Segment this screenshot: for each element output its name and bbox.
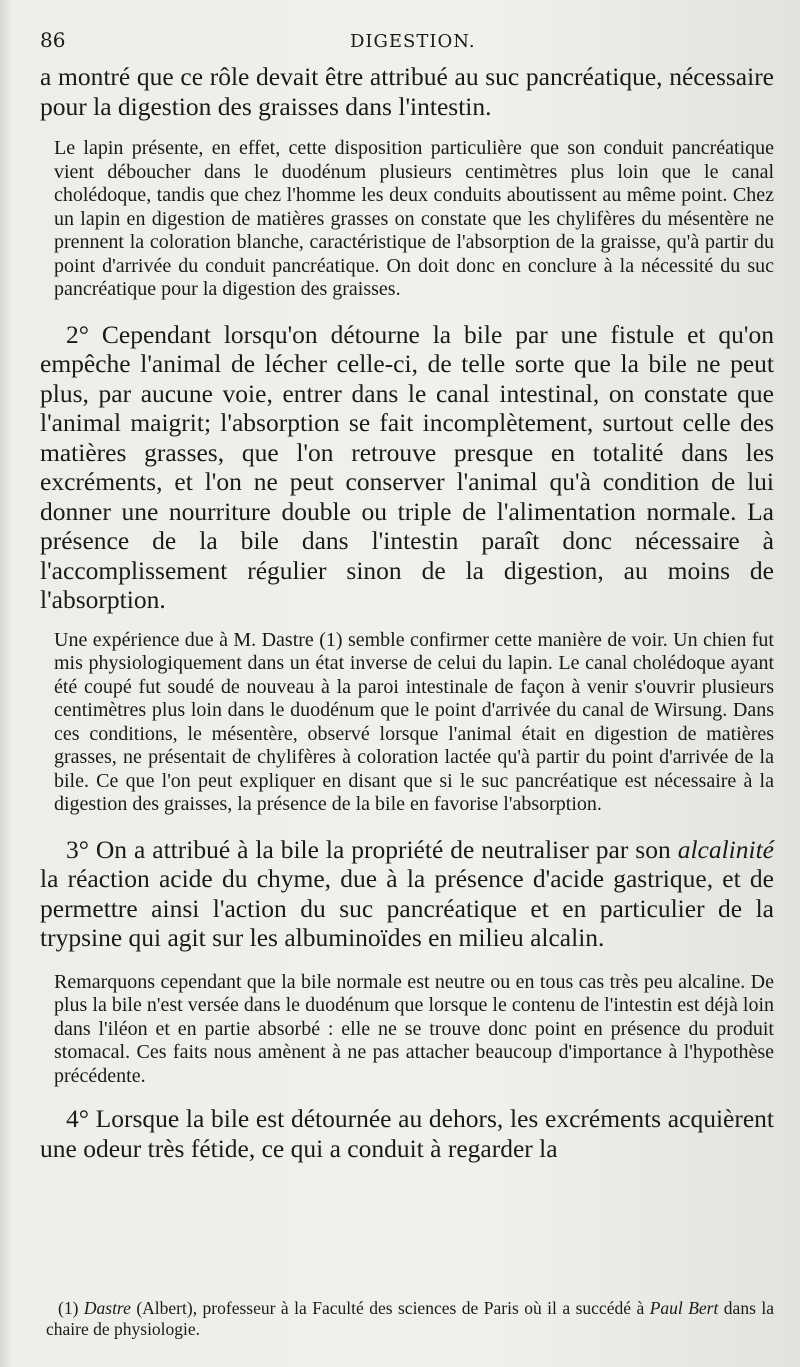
footnote <box>46 1298 774 1340</box>
paragraph-5 <box>40 835 774 953</box>
paragraph-7: 4° Lorsque la bile est détournée au dehors, les excréments acquièrent une odeur très fétide, ce qui a conduit à regarder la <box>40 1104 774 1163</box>
paragraph-5-start: 3° On a attribué à la bile la propriété de neutraliser par son <box>66 834 678 864</box>
paragraph-2: Le lapin présente, en effet, cette disposition particulière que son conduit pancréatique vient déboucher dans le duodénum plusieurs centimètres plus loin que le canal cholédoque, tandis que chez l'homme les deux conduits aboutissent au même point. Chez un lapin en digestion de matières grasses on constate que les chylifères du mésentère ne prennent la coloration blanche, caractéristique de l'absorption de la graisse, qu'à partir du point d'arrivée du conduit pancréatique. On doit donc en conclure à la nécessité du suc pancréatique pour la digestion des graisses. <box>54 137 774 300</box>
paragraph-1: a montré que ce rôle devait être attribué au suc pancréatique, nécessaire pour la digestion des graisses dans l'intestin. <box>40 62 774 121</box>
page-header <box>40 28 774 62</box>
page-number: 86 <box>40 28 66 52</box>
footnote-marker: (1) <box>58 1298 79 1318</box>
paragraph-3: 2° Cependant lorsqu'on détourne la bile par une fistule et qu'on empêche l'animal de lécher celle-ci, de telle sorte que la bile ne peut plus, par aucune voie, entrer dans le canal intestinal, on constate que l'animal maigrit; l'absorption se fait incomplètement, surtout celle des matières grasses, que l'on retrouve presque en totalité dans les excréments, et l'on ne peut conserver l'animal qu'à condition de lui donner une nourriture double ou triple de l'alimentation normale. La présence de la bile dans l'intestin paraît donc nécessaire à l'accomplissement régulier sinon de la digestion, au moins de l'absorption. <box>40 319 774 614</box>
footnote-text-b: dans la chaire de physiologie. <box>46 1298 774 1339</box>
footnote-author: Dastre <box>83 1298 131 1318</box>
footnote-text-a: (Albert), professeur à la Faculté des sciences de Paris où il a succédé à <box>130 1298 650 1318</box>
paragraph-4: Une expérience due à M. Dastre (1) semble confirmer cette manière de voir. Un chien fut mis physiologiquement dans un état inverse de celui du lapin. Le canal cholédoque ayant été coupé fut soudé de nouveau à la paroi intestinale de façon à venir s'ouvrir plusieurs centimètres plus loin dans le duodénum que le point d'arrivée du canal de Wirsung. Dans ces conditions, le mésentère, observé lorsque l'animal était en digestion de matières grasses, ne présentait de chylifères à coloration lactée qu'à partir du point d'arrivée de la bile. Ce que l'on peut expliquer en disant que si le suc pancréatique est nécessaire à la digestion des graisses, la présence de la bile en favorise l'absorption. <box>54 628 774 815</box>
running-title: DIGESTION. <box>350 31 476 52</box>
paragraph-6: Remarquons cependant que la bile normale est neutre ou en tous cas très peu alcaline. De plus la bile n'est versée dans le duodénum que lorsque le contenu de l'intestin est déjà loin dans l'iléon et en partie absorbé : elle ne se trouve donc point en présence du produit stomacal. Ces faits nous amènent à ne pas attacher beaucoup d'importance à l'hypothèse précédente. <box>54 970 774 1087</box>
paragraph-5-end: la réaction acide du chyme, due à la présence d'acide gastrique, et de permettre ainsi l'action du suc pancréatique et en particulier de la trypsine qui agit sur les albuminoïdes en milieu alcalin. <box>40 864 774 952</box>
footnote-name: Paul Bert <box>649 1298 719 1318</box>
paragraph-5-emphasis: alcalinité <box>677 834 774 864</box>
